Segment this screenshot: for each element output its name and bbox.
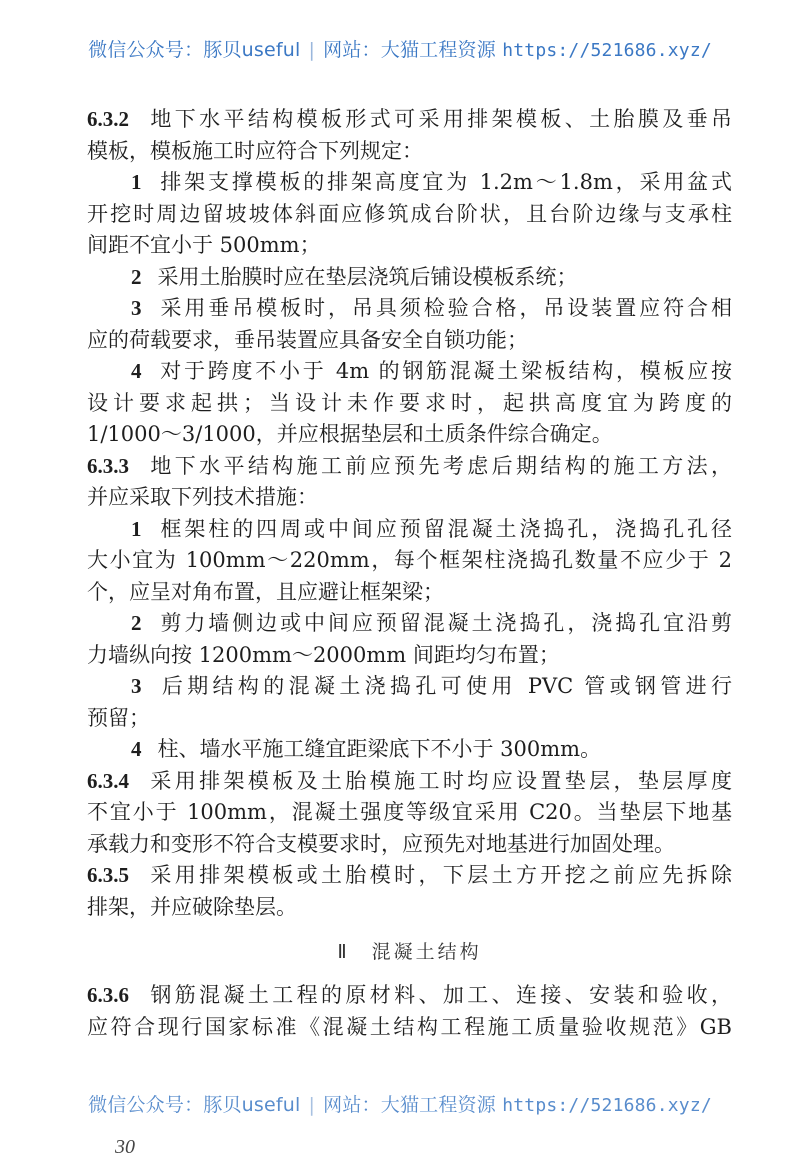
- item-1-line-3: 间距不宜小于 500mm；: [87, 233, 321, 257]
- clause-6-3-2-line-2: 模板，模板施工时应符合下列规定：: [87, 138, 423, 163]
- clause-6-3-4-line-1: [87, 766, 732, 798]
- clause-text: 地下水平结构模板形式可采用排架模板、土胎膜及垂吊: [147, 107, 732, 131]
- watermark-url[interactable]: https://521686.xyz/: [502, 1095, 712, 1116]
- item-text: 采用土胎膜时应在垫层浇筑后铺设模板系统；: [157, 264, 578, 289]
- clause-number: 6.3.6: [87, 983, 129, 1007]
- item-1-line-3: 个，应呈对角布置，且应避让框架梁；: [87, 579, 444, 604]
- clause-text: 采用排架模板或土胎模时，下层土方开挖之前应先拆除: [147, 863, 732, 887]
- watermark-wechat: 微信公众号：豚贝useful: [88, 1094, 301, 1116]
- clause-6-3-5-line-2: 排架，并应破除垫层。: [87, 894, 297, 919]
- item-text: 对于跨度不小于 4m 的钢筋混凝土梁板结构，模板应按: [157, 359, 732, 383]
- document-page: [87, 104, 732, 1043]
- watermark-top: [0, 35, 800, 62]
- item-number: 1: [131, 170, 142, 194]
- item-text: 排架支撑模板的排架高度宜为 1.2m～1.8m，采用盆式: [157, 170, 732, 194]
- section-title: 混凝土结构: [371, 941, 482, 963]
- item-number: 1: [131, 516, 142, 541]
- item-text: 剪力墙侧边或中间应预留混凝土浇捣孔，浇捣孔宜沿剪: [157, 611, 732, 635]
- clause-6-3-6-line-1: [87, 980, 732, 1012]
- clause-text: 地下水平结构施工前应预先考虑后期结构的施工方法，: [147, 453, 732, 478]
- clause-6-3-3-line-1: [87, 451, 732, 483]
- clause-6-3-4-line-2: 不宜小于 100mm，混凝土强度等级宜采用 C20。当垫层下地基: [87, 800, 732, 824]
- clause-text: 钢筋混凝土工程的原材料、加工、连接、安装和验收，: [147, 983, 732, 1007]
- clause-number: 6.3.3: [87, 453, 129, 478]
- item-number: 4: [131, 737, 142, 761]
- watermark-url[interactable]: https://521686.xyz/: [502, 40, 712, 61]
- item-3-line-1: [87, 293, 732, 325]
- section-roman-numeral: Ⅱ: [337, 942, 350, 963]
- clause-6-3-3-line-2: 并应采取下列技术措施：: [87, 485, 318, 509]
- clause-number: 6.3.4: [87, 768, 129, 793]
- item-number: 3: [131, 296, 142, 320]
- watermark-site: 网站：大猫工程资源: [323, 1094, 496, 1116]
- item-3-line-2: 预留；: [87, 705, 150, 730]
- item-4-line-2: 设计要求起拱；当设计未作要求时，起拱高度宜为跨度的: [87, 390, 732, 415]
- item-3-line-1: [87, 671, 732, 703]
- watermark-site: 网站：大猫工程资源: [323, 39, 496, 61]
- section-heading: [87, 937, 732, 968]
- item-3-line-2: 应的荷载要求，垂吊装置应具备安全自锁功能；: [87, 327, 528, 352]
- clause-6-3-4-line-3: 承载力和变形不符合支模要求时，应预先对地基进行加固处理。: [87, 831, 675, 856]
- item-text: 柱、墙水平施工缝宜距梁底下不小于 300mm。: [157, 737, 602, 761]
- item-1-line-1: [87, 514, 732, 546]
- clause-text: 采用排架模板及土胎模施工时均应设置垫层，垫层厚度: [147, 768, 732, 793]
- clause-6-3-6-line-2: 应符合现行国家标准《混凝土结构工程施工质量验收规范》GB: [87, 1014, 732, 1039]
- clause-number: 6.3.5: [87, 863, 129, 887]
- item-number: 2: [131, 611, 142, 635]
- item-text: 后期结构的混凝土浇捣孔可使用 PVC 管或钢管进行: [157, 674, 732, 698]
- item-number: 4: [131, 359, 142, 383]
- item-2-line-1: [87, 608, 732, 640]
- watermark-wechat: 微信公众号：豚贝useful: [88, 39, 301, 61]
- watermark-separator: |: [308, 1094, 316, 1116]
- watermark-bottom: [0, 1090, 800, 1117]
- page-number: 30: [115, 1136, 135, 1158]
- item-1-line-2: 大小宜为 100mm～220mm，每个框架柱浇捣孔数量不应少于 2: [87, 548, 732, 572]
- watermark-separator: |: [308, 39, 316, 61]
- clause-6-3-5-line-1: [87, 860, 732, 892]
- item-2-line-1: [87, 262, 732, 294]
- item-number: 3: [131, 674, 142, 698]
- item-2-line-2: 力墙纵向按 1200mm～2000mm 间距均匀布置；: [87, 642, 560, 667]
- item-4-line-1: [87, 356, 732, 388]
- item-1-line-2: 开挖时周边留坡坡体斜面应修筑成台阶状，且台阶边缘与支承柱: [87, 201, 732, 226]
- clause-6-3-2-line-1: [87, 104, 732, 136]
- clause-number: 6.3.2: [87, 107, 129, 131]
- item-text: 框架柱的四周或中间应预留混凝土浇捣孔，浇捣孔孔径: [157, 516, 732, 541]
- item-1-line-1: [87, 167, 732, 199]
- item-4-line-3: 1/1000～3/1000，并应根据垫层和土质条件综合确定。: [87, 422, 613, 446]
- item-text: 采用垂吊模板时，吊具须检验合格，吊设装置应符合相: [157, 296, 732, 320]
- item-4-line-1: [87, 734, 732, 766]
- item-number: 2: [131, 264, 142, 289]
